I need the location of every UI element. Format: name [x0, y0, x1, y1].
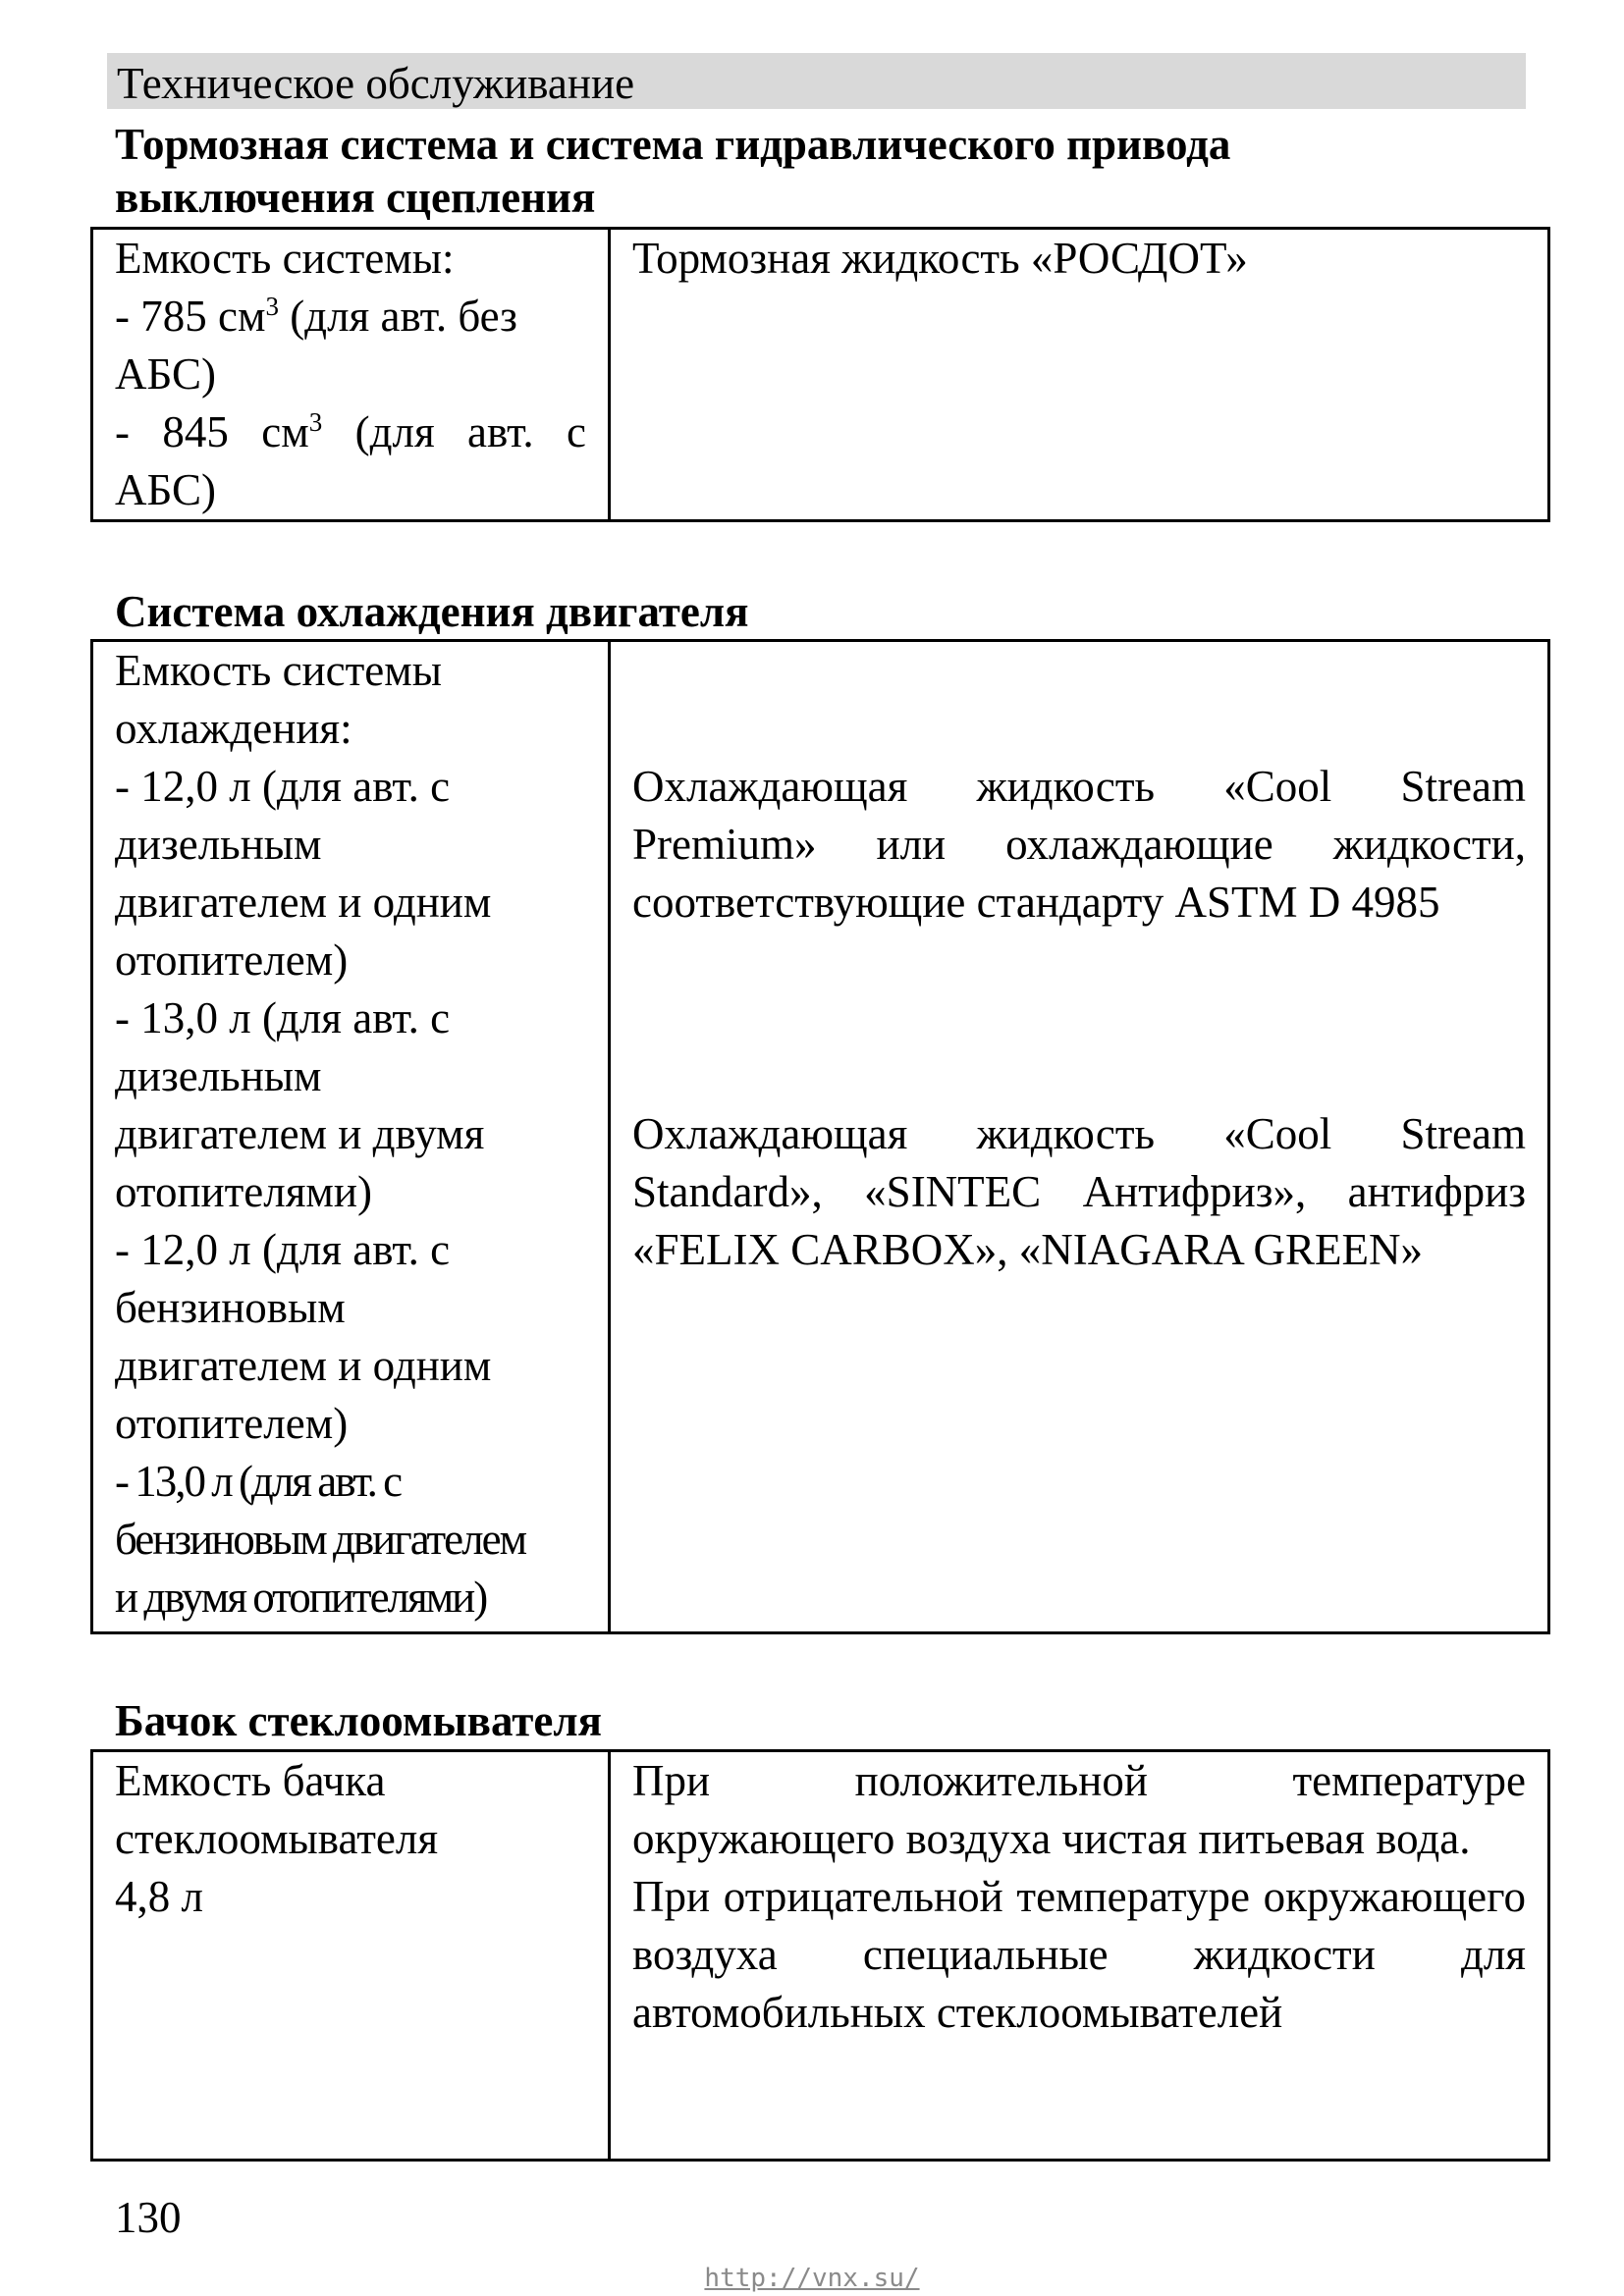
capacity-line: Емкость системы [115, 646, 442, 695]
page-number: 130 [115, 2193, 182, 2242]
footer-url-link[interactable]: http://vnx.su/ [704, 2264, 920, 2293]
washer-fluid-table [90, 1749, 1550, 2162]
capacity-line: дизельным [115, 820, 322, 869]
capacity-line: двигателем и одним [115, 1341, 492, 1390]
capacity-line: - 12,0 л (для авт. с [115, 762, 451, 811]
capacity-line: дизельным [115, 1051, 322, 1100]
capacity-note-abs: (для авт. с [322, 407, 587, 456]
coolant-petrol-fluid: Охлаждающая жидкость «Cool Stream Standard», «SINTEC Антифриз», антифриз «FELIX CARBOX», «NIAGARA GREEN» [632, 1109, 1526, 1274]
washer-capacity-cell [92, 1751, 610, 2161]
spacer [632, 932, 1526, 1105]
spacer [632, 642, 1526, 758]
capacity-item-no-abs [115, 288, 586, 346]
capacity-line: двигателем и двумя [115, 1109, 485, 1158]
capacity-line: - 12,0 л (для авт. с [115, 1225, 451, 1274]
capacity-line: охлаждения: [115, 704, 352, 753]
capacity-line: отопителем) [115, 935, 349, 985]
capacity-line: бензиновым [115, 1283, 346, 1332]
coolant-capacity-cell [92, 641, 610, 1633]
capacity-line: Емкость бачка [115, 1756, 386, 1805]
header-title: Техническое обслуживание [117, 59, 635, 108]
cooling-section-title: Система охлаждения двигателя [115, 587, 749, 636]
unit-superscript: 3 [265, 292, 279, 321]
capacity-line: и двумя отопителями) [115, 1573, 487, 1622]
brake-section-title-line1: Тормозная система и система гидравлического привода [115, 120, 1231, 169]
capacity-line: - 13,0 л (для авт. с [115, 993, 451, 1042]
table-row [92, 229, 1549, 521]
capacity-line: бензиновым двигателем [115, 1515, 526, 1564]
capacity-line: двигателем и одним [115, 878, 492, 927]
section-header-bar [107, 53, 1526, 109]
unit-superscript: 3 [308, 407, 323, 437]
coolant-table [90, 639, 1550, 1634]
washer-fluid-positive: При положительной температуре окружающего воздуха чистая питьевая вода. [632, 1756, 1526, 1863]
capacity-note-no-abs: (для авт. без [278, 292, 517, 341]
coolant-fluid-cell [610, 641, 1549, 1633]
washer-fluid-cell [610, 1751, 1549, 2161]
capacity-value: 4,8 л [115, 1872, 203, 1921]
capacity-note-abs-line2: АБС) [115, 465, 217, 514]
washer-section-title: Бачок стеклоомывателя [115, 1696, 602, 1745]
capacity-value-abs: - 845 см [115, 407, 309, 456]
coolant-diesel-fluid: Охлаждающая жидкость «Cool Stream Premium» или охлаждающие жидкости, соответствующие стандарту ASTM D 4985 [632, 762, 1526, 927]
capacity-line: - 13,0 л (для авт. с [115, 1457, 402, 1506]
table-row [92, 641, 1549, 1633]
brake-capacity-cell [92, 229, 610, 521]
brake-fluid-cell: Тормозная жидкость «РОСДОТ» [610, 229, 1549, 521]
table-row [92, 1751, 1549, 2161]
capacity-note-no-abs-line2: АБС) [115, 349, 217, 399]
capacity-label: Емкость системы: [115, 234, 455, 283]
capacity-line: отопителем) [115, 1399, 349, 1448]
capacity-item-abs [115, 403, 586, 461]
capacity-line: стеклоомывателя [115, 1814, 439, 1863]
brake-section-title-line2: выключения сцепления [115, 173, 596, 222]
capacity-line: отопителями) [115, 1167, 372, 1216]
capacity-value-no-abs: - 785 см [115, 292, 266, 341]
washer-fluid-negative: При отрицательной температуре окружающего воздуха специальные жидкости для автомобильных стеклоомывателей [632, 1872, 1526, 2037]
brake-fluid-table [90, 227, 1550, 522]
